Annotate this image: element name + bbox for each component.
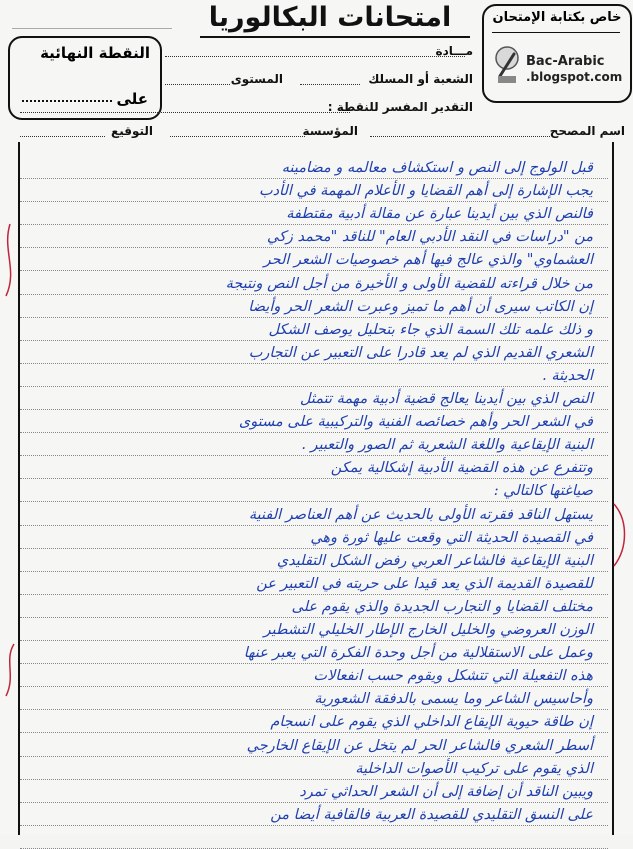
ruled-line (20, 525, 608, 526)
institution-dotted-line (170, 136, 305, 137)
handwritten-line: مختلف القضايا و التجارب الجديدة والذي يقوم على (291, 598, 593, 615)
signature-dotted-line (20, 136, 105, 137)
grade-reason-label: التقدير المفسر للنقطة : (327, 100, 473, 114)
handwritten-line: هذه التفعيلة التي تتشكل ويقوم حسب انفعالات (313, 668, 593, 685)
final-grade-box (8, 36, 162, 120)
ruled-line (20, 732, 608, 733)
ruled-line (20, 317, 608, 318)
handwritten-line: من "دراسات في النقد الأدبي العام" للناقد "محمد زكي (266, 229, 593, 246)
handwritten-line: الشعري القديم الذي لم يعد قادرا على التعبير عن التجارب (248, 344, 593, 361)
header-faint-line (12, 10, 172, 29)
ruled-line (20, 386, 608, 387)
ruled-line (20, 409, 608, 410)
handwritten-line: إن طاقة حيوية الإيقاع الداخلي الذي يقوم على انسجام (270, 714, 593, 731)
handwritten-line: وأحاسيس الشاعر وما يسمى بالدفقة الشعورية (314, 691, 593, 708)
handwritten-line: وعمل على الاستقلالية من أجل وحدة الفكرة التي يعبر عنها (243, 645, 593, 662)
handwritten-line: ويبين الناقد أن إضافة إلى أن الشعر الحداثي تمرد (299, 783, 593, 800)
ruled-line (20, 825, 608, 826)
handwritten-line: للقصيدة القديمة الذي يعد قيدا على حريته في التعبير عن (256, 575, 593, 592)
grade-over-label: على (116, 90, 148, 108)
handwritten-line: وتتفرع عن هذه القضية الأدبية إشكالية يمكن (330, 460, 593, 477)
ruled-line (20, 363, 608, 364)
ruled-line (20, 178, 608, 179)
exam-writing-heading: خاص بكتابة الإمتحان (492, 10, 622, 25)
handwritten-line: النص الذي بين أيدينا يعالج قضية أدبية مهمة تتمثل (299, 391, 593, 407)
handwritten-line: الوزن العروضي والخليل الخارج الإطار الخليلي التشطير (263, 622, 593, 638)
handwritten-line: يجب الإشارة إلى أهم القضايا و الأعلام المهمة في الأدب (258, 183, 593, 200)
ruled-line (20, 548, 608, 549)
ruled-line (20, 779, 608, 780)
subject-label: مـــادة (435, 44, 473, 58)
exam-header (0, 0, 633, 140)
handwritten-line: في القصيدة الحديثة التي وقعت عليها ثورة وهي (310, 529, 593, 546)
ruled-line (20, 571, 608, 572)
level-label: المستوى (230, 72, 283, 86)
ruled-line (20, 709, 608, 710)
ruled-line (20, 617, 608, 618)
ruled-line (20, 340, 608, 341)
exam-writing-box (482, 4, 632, 103)
ruled-line (20, 802, 608, 803)
level-dotted-line (165, 84, 230, 85)
handwritten-line: أسطر الشعري فالشاعر الحر لم يتخل عن الإيقاع الخارجي (246, 737, 593, 754)
final-grade-title: النقطة النهائية (40, 44, 150, 62)
corrector-dotted-line (370, 136, 550, 137)
ruled-line (20, 455, 608, 456)
margin-bracket-icon (610, 500, 632, 570)
handwritten-line: البنية الإيقاعية واللغة الشعرية ثم الصور والتعبير . (301, 437, 593, 454)
signature-label: التوقيع (111, 124, 153, 138)
ruled-line (20, 686, 608, 687)
handwritten-line: البنية الإيقاعية فالشاعر العربي رفض الشكل التقليدي (276, 552, 593, 569)
title-underline (200, 36, 470, 38)
site-domain: .blogspot.com (526, 70, 623, 84)
ruled-line (20, 501, 608, 502)
ruled-line (20, 478, 608, 479)
site-name: Bac-Arabic (526, 54, 605, 69)
exam-title: امتحانات البكالوريا (208, 2, 452, 33)
grade-reason-dotted-line (20, 112, 350, 113)
handwritten-line: قبل الولوج إلى النص و استكشاف معالمه و مضامينه (281, 160, 593, 176)
handwritten-line: من خلال قراءته للقضية الأولى و الأخيرة من أجل النص ونتيجة (225, 275, 593, 292)
handwritten-line: يستهل الناقد فقرته الأولى بالحديث عن أهم العناصر الفنية (248, 506, 593, 523)
ruled-line (20, 594, 608, 595)
ruled-line (20, 294, 608, 295)
corrector-label: اسم المصحح (549, 124, 625, 138)
branch-dotted-line (300, 84, 360, 85)
pen-emblem-icon (490, 40, 524, 88)
handwritten-line: صياغتها كالتالي : (493, 483, 593, 500)
ruled-line (20, 201, 608, 202)
handwritten-line: الذي يقوم على تركيب الأصوات الداخلية (355, 760, 593, 777)
branch-label: الشعبة أو المسلك (368, 72, 473, 86)
logo-separator (492, 32, 620, 33)
ruled-line (20, 756, 608, 757)
ruled-line (20, 432, 608, 433)
handwritten-line: على النسق التقليدي للقصيدة العربية فالقافية أيضا من (270, 806, 593, 823)
institution-label: المؤسسة (302, 124, 358, 138)
ruled-line (20, 224, 608, 225)
handwritten-line: الحديثة . (542, 367, 593, 384)
ruled-line (20, 247, 608, 248)
handwritten-line: العشماوي" والذي عالج فيها أهم خصوصيات الشعر الحر (263, 252, 593, 269)
ruled-line (20, 270, 608, 271)
handwritten-line: فالنص الذي بين أيدينا عبارة عن مقالة أدبية مقتطفة (286, 206, 593, 223)
handwritten-line: في الشعر الحر وأهم خصائصه الفنية والتركيبية على مستوى (238, 414, 593, 431)
ruled-line (20, 640, 608, 641)
subject-dotted-line (165, 56, 465, 57)
grade-dotted-line (22, 100, 112, 102)
handwritten-line: إن الكاتب سيرى أن أهم ما تميز وعبرت الشعر الحر وأيضا (248, 298, 593, 315)
handwritten-line: و ذلك علمه تلك السمة الذي جاء بتحليل يوصف الشكل (268, 321, 593, 338)
ruled-line (20, 663, 608, 664)
margin-mark-icon (0, 220, 20, 300)
margin-tick-icon (0, 640, 20, 700)
